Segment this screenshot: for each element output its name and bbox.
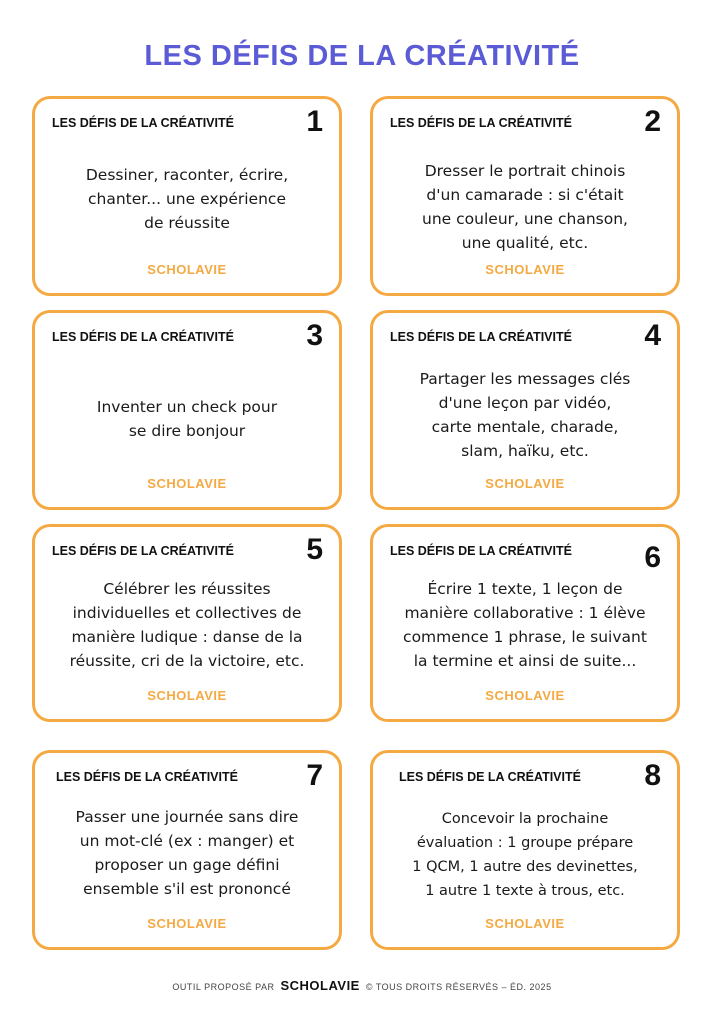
card-header: LES DÉFIS DE LA CRÉATIVITÉ: [390, 116, 572, 130]
card-text-line: 1 QCM, 1 autre des devinettes,: [412, 859, 638, 875]
card-text-line: manière ludique : danse de la: [71, 628, 303, 646]
card-number: 3: [306, 319, 323, 352]
card-text: [387, 159, 663, 255]
card-text: [49, 577, 325, 673]
card-text-line: Dresser le portrait chinois: [424, 162, 626, 180]
card-number: 8: [644, 759, 661, 792]
card-text-line: manière collaborative : 1 élève: [404, 604, 646, 622]
card-text: [49, 163, 325, 235]
card-header: LES DÉFIS DE LA CRÉATIVITÉ: [390, 544, 572, 558]
scholavie-logo: SCHOLAVIE: [147, 476, 227, 491]
challenge-card-6: [370, 524, 680, 722]
card-text-line: d'un camarade : si c'était: [426, 186, 624, 204]
footer-prefix: OUTIL PROPOSÉ PAR: [172, 982, 275, 992]
card-header: LES DÉFIS DE LA CRÉATIVITÉ: [399, 770, 581, 784]
card-text-line: Célébrer les réussites: [103, 580, 271, 598]
card-number: 4: [644, 319, 661, 352]
card-text-line: Passer une journée sans dire: [75, 808, 299, 826]
card-text-line: un mot-clé (ex : manger) et: [79, 832, 295, 850]
scholavie-logo: SCHOLAVIE: [485, 688, 565, 703]
footer-brand-logo: SCHOLAVIE: [280, 978, 360, 993]
footer-copyright: © TOUS DROITS RÉSERVÉS – ÉD. 2025: [365, 982, 552, 992]
footer: [0, 978, 724, 993]
card-number: 5: [306, 533, 323, 566]
card-text-line: individuelles et collectives de: [72, 604, 302, 622]
card-text-line: d'une leçon par vidéo,: [438, 394, 612, 412]
card-text: [387, 577, 663, 673]
card-text-line: Inventer un check pour: [96, 398, 278, 416]
challenge-card-8: [370, 750, 680, 950]
card-header: LES DÉFIS DE LA CRÉATIVITÉ: [52, 116, 234, 130]
card-number: 2: [644, 105, 661, 138]
card-text-line: chanter... une expérience: [88, 190, 286, 208]
card-text-line: Écrire 1 texte, 1 leçon de: [427, 580, 623, 598]
card-text-line: la termine et ainsi de suite...: [413, 652, 637, 670]
card-text-line: 1 autre 1 texte à trous, etc.: [425, 883, 625, 899]
scholavie-logo: SCHOLAVIE: [485, 916, 565, 931]
page-title: LES DÉFIS DE LA CRÉATIVITÉ: [144, 40, 580, 72]
card-text-line: ensemble s'il est prononcé: [83, 880, 291, 898]
challenge-card-5: [32, 524, 342, 722]
card-text-line: de réussite: [144, 214, 230, 232]
card-text-line: commence 1 phrase, le suivant: [403, 628, 647, 646]
card-text-line: évaluation : 1 groupe prépare: [416, 835, 634, 851]
card-number: 6: [644, 541, 661, 574]
scholavie-logo: SCHOLAVIE: [147, 916, 227, 931]
card-text-line: carte mentale, charade,: [431, 418, 619, 436]
card-header: LES DÉFIS DE LA CRÉATIVITÉ: [390, 330, 572, 344]
card-text-line: se dire bonjour: [128, 422, 246, 440]
card-text-line: réussite, cri de la victoire, etc.: [69, 652, 305, 670]
card-header: LES DÉFIS DE LA CRÉATIVITÉ: [52, 330, 234, 344]
card-header: LES DÉFIS DE LA CRÉATIVITÉ: [52, 544, 234, 558]
card-text: [387, 807, 663, 903]
card-text: [387, 367, 663, 463]
card-text-line: proposer un gage défini: [94, 856, 280, 874]
scholavie-logo: SCHOLAVIE: [147, 688, 227, 703]
scholavie-logo: SCHOLAVIE: [485, 262, 565, 277]
card-text-line: slam, haïku, etc.: [461, 442, 589, 460]
scholavie-logo: SCHOLAVIE: [485, 476, 565, 491]
challenge-card-2: [370, 96, 680, 296]
card-number: 7: [306, 759, 323, 792]
card-text-line: Partager les messages clés: [419, 370, 631, 388]
scholavie-logo: SCHOLAVIE: [147, 262, 227, 277]
challenge-card-4: [370, 310, 680, 510]
card-text: [49, 805, 325, 901]
challenge-card-1: [32, 96, 342, 296]
card-text-line: une qualité, etc.: [461, 234, 589, 252]
card-header: LES DÉFIS DE LA CRÉATIVITÉ: [56, 770, 238, 784]
challenge-card-3: [32, 310, 342, 510]
card-text-line: Dessiner, raconter, écrire,: [85, 166, 289, 184]
challenge-card-7: [32, 750, 342, 950]
card-text: [49, 395, 325, 443]
card-text-line: Concevoir la prochaine: [441, 811, 609, 827]
card-text-line: une couleur, une chanson,: [422, 210, 628, 228]
card-number: 1: [306, 105, 323, 138]
